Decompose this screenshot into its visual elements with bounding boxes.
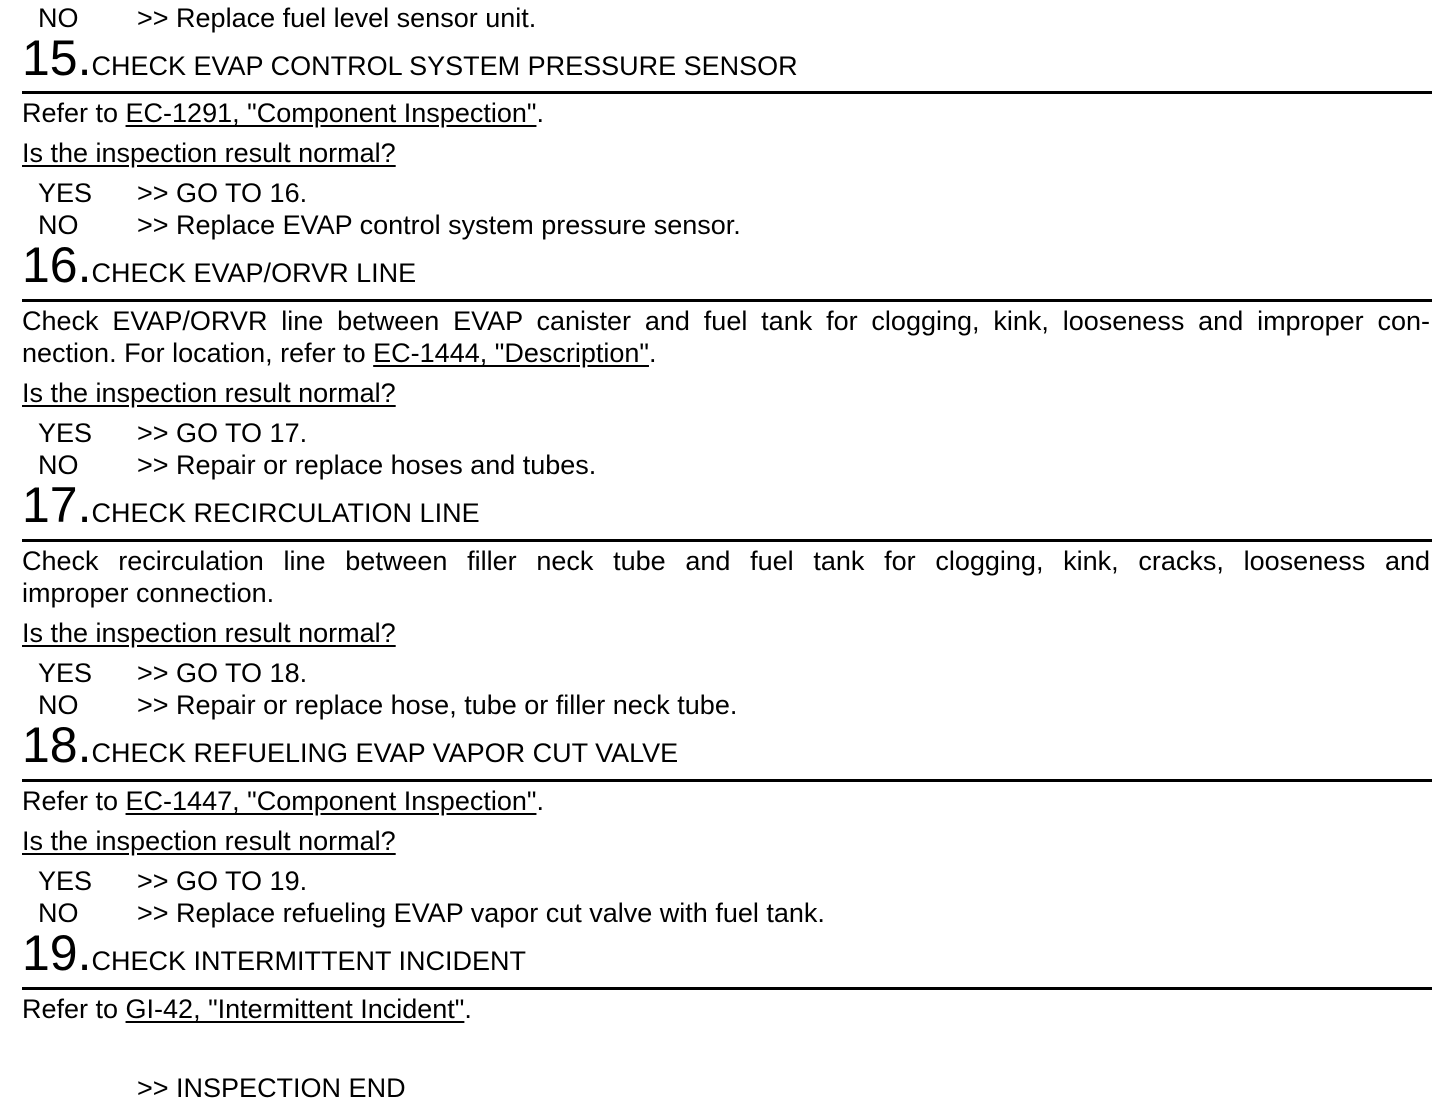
step-15-heading: [22, 30, 798, 86]
step-number: 17.: [22, 477, 92, 533]
answer-action: >> INSPECTION END: [137, 1073, 406, 1103]
step-number: 16.: [22, 237, 92, 293]
reference-link[interactable]: GI-42, "Intermittent Incident": [125, 994, 465, 1024]
step-18-heading: [22, 717, 679, 773]
reference-link[interactable]: EC-1291, "Component Inspection": [125, 98, 537, 128]
answer-action: >> Repair or replace hose, tube or filler neck tube.: [137, 690, 738, 720]
answer-key: YES: [38, 178, 93, 208]
step-number: 18.: [22, 717, 92, 773]
step-body: [22, 305, 1430, 369]
step-title: CHECK REFUELING EVAP VAPOR CUT VALVE: [91, 738, 679, 768]
answer-action: >> Replace refueling EVAP vapor cut valve with fuel tank.: [137, 898, 825, 928]
answer-key: NO: [38, 690, 79, 720]
answer-key: YES: [38, 866, 93, 896]
refer-text: Refer to EC-1447, "Component Inspection".: [22, 786, 544, 816]
step-title: CHECK EVAP/ORVR LINE: [91, 258, 417, 288]
answer-action: >> GO TO 19.: [137, 866, 308, 896]
body-line: nection. For location, refer to EC-1444, "Description".: [22, 338, 657, 368]
answer-action: >> GO TO 17.: [137, 418, 308, 448]
inspection-question: Is the inspection result normal?: [22, 826, 396, 856]
answer-key: NO: [38, 898, 79, 928]
refer-text: Refer to GI-42, "Intermittent Incident".: [22, 994, 472, 1024]
step-19-heading: [22, 925, 527, 981]
answer-key: YES: [38, 658, 93, 688]
body-line: improper connection.: [22, 578, 275, 608]
step-17-heading: [22, 477, 480, 533]
step-title: CHECK INTERMITTENT INCIDENT: [91, 946, 527, 976]
inspection-question: Is the inspection result normal?: [22, 378, 396, 408]
step-16-heading: [22, 237, 417, 293]
answer-action: >> Replace fuel level sensor unit.: [137, 3, 537, 33]
step-rule: [22, 539, 1432, 542]
step-number: 19.: [22, 925, 92, 981]
answer-action: >> GO TO 18.: [137, 658, 308, 688]
body-line: Check recirculation line between filler neck tube and fuel tank for clogging, kink, cracks, looseness and: [22, 546, 1430, 576]
answer-key: NO: [38, 3, 79, 33]
refer-text: Refer to EC-1291, "Component Inspection".: [22, 98, 544, 128]
step-title: CHECK EVAP CONTROL SYSTEM PRESSURE SENSOR: [91, 51, 798, 81]
step-rule: [22, 91, 1432, 94]
answer-key: NO: [38, 450, 79, 480]
step-body: [22, 545, 1430, 609]
reference-link[interactable]: EC-1444, "Description": [373, 338, 649, 368]
step-title: CHECK RECIRCULATION LINE: [91, 498, 480, 528]
body-line: Check EVAP/ORVR line between EVAP canister and fuel tank for clogging, kink, looseness and improper con-: [22, 306, 1430, 336]
answer-action: >> Replace EVAP control system pressure sensor.: [137, 210, 741, 240]
answer-action: >> Repair or replace hoses and tubes.: [137, 450, 597, 480]
inspection-question: Is the inspection result normal?: [22, 618, 396, 648]
answer-key: NO: [38, 210, 79, 240]
answer-action: >> GO TO 16.: [137, 178, 308, 208]
inspection-question: Is the inspection result normal?: [22, 138, 396, 168]
answer-key: YES: [38, 418, 93, 448]
step-number: 15.: [22, 30, 92, 86]
step-rule: [22, 779, 1432, 782]
reference-link[interactable]: EC-1447, "Component Inspection": [125, 786, 537, 816]
step-rule: [22, 299, 1432, 302]
step-rule: [22, 987, 1432, 990]
